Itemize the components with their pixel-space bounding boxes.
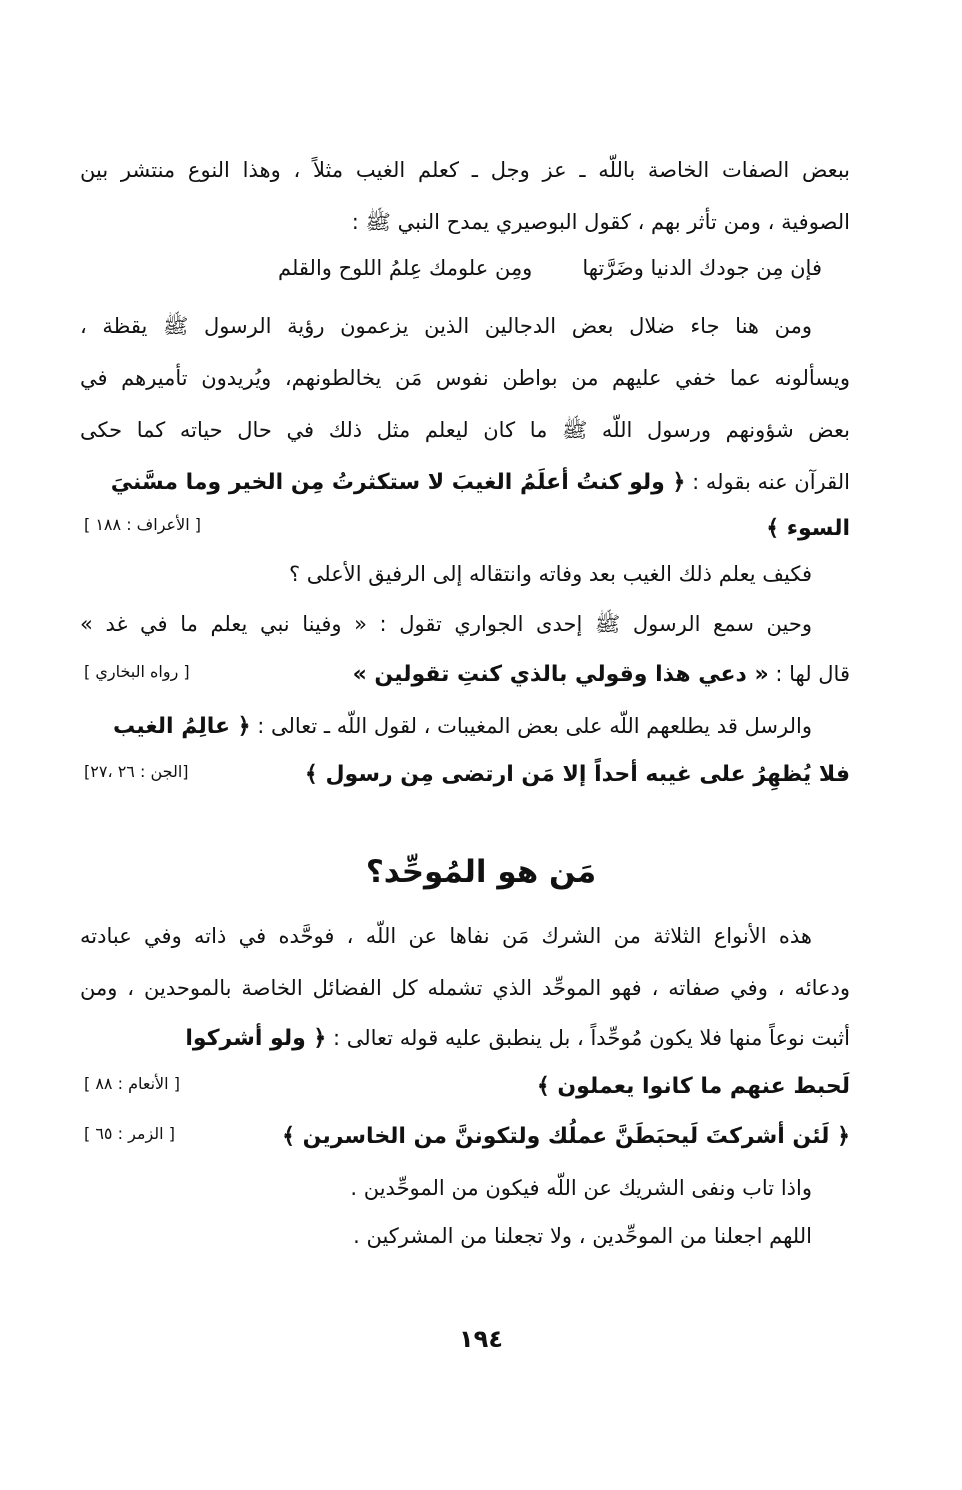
citation-reference: [ الأنعام : ٨٨ ] [84, 1074, 180, 1093]
quran-verse: ﴿ عالِمُ الغيب [113, 714, 251, 739]
text-plain: قال لها : [768, 662, 850, 686]
section-heading: مَن هو المُوحِّد؟ [365, 854, 597, 890]
text-line: ويسألونه عما خفي عليهم من بواطن نفوس مَن يخالطونهم، ويُريدون تأميرهم في [80, 366, 850, 390]
quran-verse: ﴿ لَئن أشركتَ لَيحبَطَنَّ عملُك ولتكوننَّ من الخاسرين ﴾ [282, 1124, 850, 1149]
text-line: اللهم اجعلنا من الموحِّدين ، ولا تجعلنا من المشركين . [353, 1224, 812, 1248]
quran-verse: السوء ﴾ [766, 516, 850, 541]
text-line: ومن هنا جاء ضلال بعض الدجالين الذين يزعمون رؤية الرسول ﷺ يقظة ، [80, 314, 812, 338]
text-plain: والرسل قد يطلعهم اللّه على بعض المغيبات ، لقول اللّه ـ تعالى : [250, 714, 812, 738]
page-number: ١٩٤ [459, 1325, 503, 1353]
quran-verse: ﴿ ولو كنتُ أعلَمُ الغيبَ لا ستكثرتُ مِن الخير وما مسَّنيَ [110, 470, 686, 495]
text-line: هذه الأنواع الثلاثة من الشرك مَن نفاها عن اللّه ، فوحَّده في ذاته وفي عبادته [80, 924, 812, 948]
text-line: واذا تاب ونفى الشريك عن اللّه فيكون من الموحِّدين . [350, 1176, 812, 1200]
text-plain: أثبت نوعاً منها فلا يكون مُوحِّداً ، بل ينطبق عليه قوله تعالى : [326, 1026, 850, 1050]
text-plain: القرآن عنه بقوله : [685, 470, 850, 494]
poem-hemistich-second: ومِن علومك عِلمُ اللوح والقلم [278, 256, 533, 280]
text-line: ببعض الصفات الخاصة باللّه ـ عز وجل ـ كعلم الغيب مثلاً ، وهذا النوع منتشر بين [80, 158, 850, 182]
text-line: بعض شؤونهم ورسول اللّه ﷺ ما كان ليعلم مثل ذلك في حال حياته كما حكى [80, 418, 850, 442]
quran-verse: فلا يُظهِرُ على غيبه أحداً إلا مَن ارتضى مِن رسول ﴾ [304, 762, 850, 787]
text-line: وحين سمع الرسول ﷺ إحدى الجواري تقول : « وفينا نبي يعلم ما في غد » [80, 612, 812, 636]
text-line: فكيف يعلم ذلك الغيب بعد وفاته وانتقاله إلى الرفيق الأعلى ؟ [288, 562, 812, 586]
hadith-quote: « دعي هذا وقولي بالذي كنتِ تقولين » [352, 662, 769, 687]
text-line: ودعائه ، وفي صفاته ، فهو الموحِّد الذي تشمله كل الفضائل الخاصة بالموحدين ، ومن [80, 976, 850, 1000]
citation-reference: [ الزمر : ٦٥ ] [84, 1124, 175, 1143]
quran-verse: ﴿ ولو أشركوا [185, 1026, 327, 1051]
text-line: الصوفية ، ومن تأثر بهم ، كقول البوصيري يمدح النبي ﷺ : [351, 210, 850, 234]
citation-reference: [ الأعراف : ١٨٨ ] [84, 515, 201, 534]
quran-verse: لَحبط عنهم ما كانوا يعملون ﴾ [536, 1074, 850, 1099]
poem-hemistich-first: فإن مِن جودك الدنيا وضَرَّتها [582, 256, 822, 280]
citation-reference: [ رواه البخاري ] [84, 662, 190, 681]
citation-reference: [الجن : ٢٦ ،٢٧] [84, 762, 189, 781]
